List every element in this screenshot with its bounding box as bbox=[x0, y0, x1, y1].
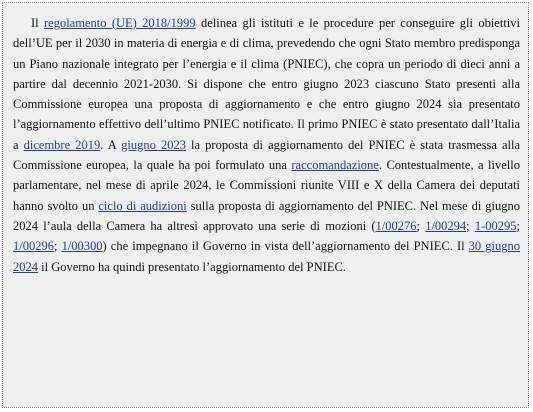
text-run: . Contestualmente, a livello parlamentare, nel mese di aprile 2024, le Commissioni riunite VIII e X della Camera dei deputati hanno svolto un bbox=[13, 158, 520, 213]
link-mozione-1-00276[interactable]: 1/00276 bbox=[375, 218, 417, 233]
text-run: il Governo ha quindi presentato l’aggiornamento del PNIEC. bbox=[38, 259, 346, 274]
separator: ; bbox=[516, 218, 520, 233]
paragraph bbox=[13, 13, 520, 277]
separator: ; bbox=[53, 239, 62, 254]
text-run: . A bbox=[100, 137, 122, 152]
link-mozione-1-00294[interactable]: 1/00294 bbox=[425, 218, 467, 233]
link-mozione-1-00296[interactable]: 1/00296 bbox=[13, 239, 54, 254]
link-mozione-1-00295[interactable]: 1-00295 bbox=[474, 218, 517, 233]
link-ciclo-di-audizioni[interactable]: ciclo di audizioni bbox=[98, 198, 187, 213]
link-raccomandazione[interactable]: raccomandazione bbox=[291, 158, 379, 173]
separator: ; bbox=[466, 218, 475, 233]
text-run: delinea gli istituti e le procedure per conseguire gli obiettivi dell’UE per il 2030 in materia di energia e di clima, prevedendo che ogni Stato membro predisponga un Piano nazionale integrato per l’energia e il clima (PNIEC), che copra un periodo di dieci anni a partire dal decennio 2021-2030. Si dispone che entro giugno 2023 ciascuno Stato presenti alla Commissione europea una proposta di aggiornamento e che entro giugno 2024 sia presentato l’aggiornamento effettivo dell’ultimo PNIEC notificato. Il primo PNIEC è stato presentato dall’Italia a bbox=[13, 16, 520, 152]
text-run: Il bbox=[31, 16, 44, 30]
text-run: ) che impegnano il Governo in vista dell’aggiornamento del PNIEC. Il bbox=[102, 239, 469, 254]
link-dicembre-2019[interactable]: dicembre 2019 bbox=[23, 137, 101, 152]
text-run: sulla proposta di aggiornamento del PNIEC. Nel mese di giugno 2024 l’aula della Camera ha altresì approvato una serie di mozioni ( bbox=[13, 198, 521, 233]
text-frame bbox=[2, 2, 529, 408]
text-run: la proposta di aggiornamento del PNIEC è stata trasmessa alla Commissione europea, la quale ha poi formulato una bbox=[13, 137, 521, 173]
link-regolamento-ue-2018-1999[interactable]: regolamento (UE) 2018/1999 bbox=[44, 16, 196, 30]
separator: ; bbox=[416, 218, 426, 233]
link-mozione-1-00300[interactable]: 1/00300 bbox=[61, 239, 103, 254]
link-giugno-2023[interactable]: giugno 2023 bbox=[121, 137, 186, 152]
link-30-giugno-2024[interactable]: 30 giugno 2024 bbox=[13, 239, 520, 274]
